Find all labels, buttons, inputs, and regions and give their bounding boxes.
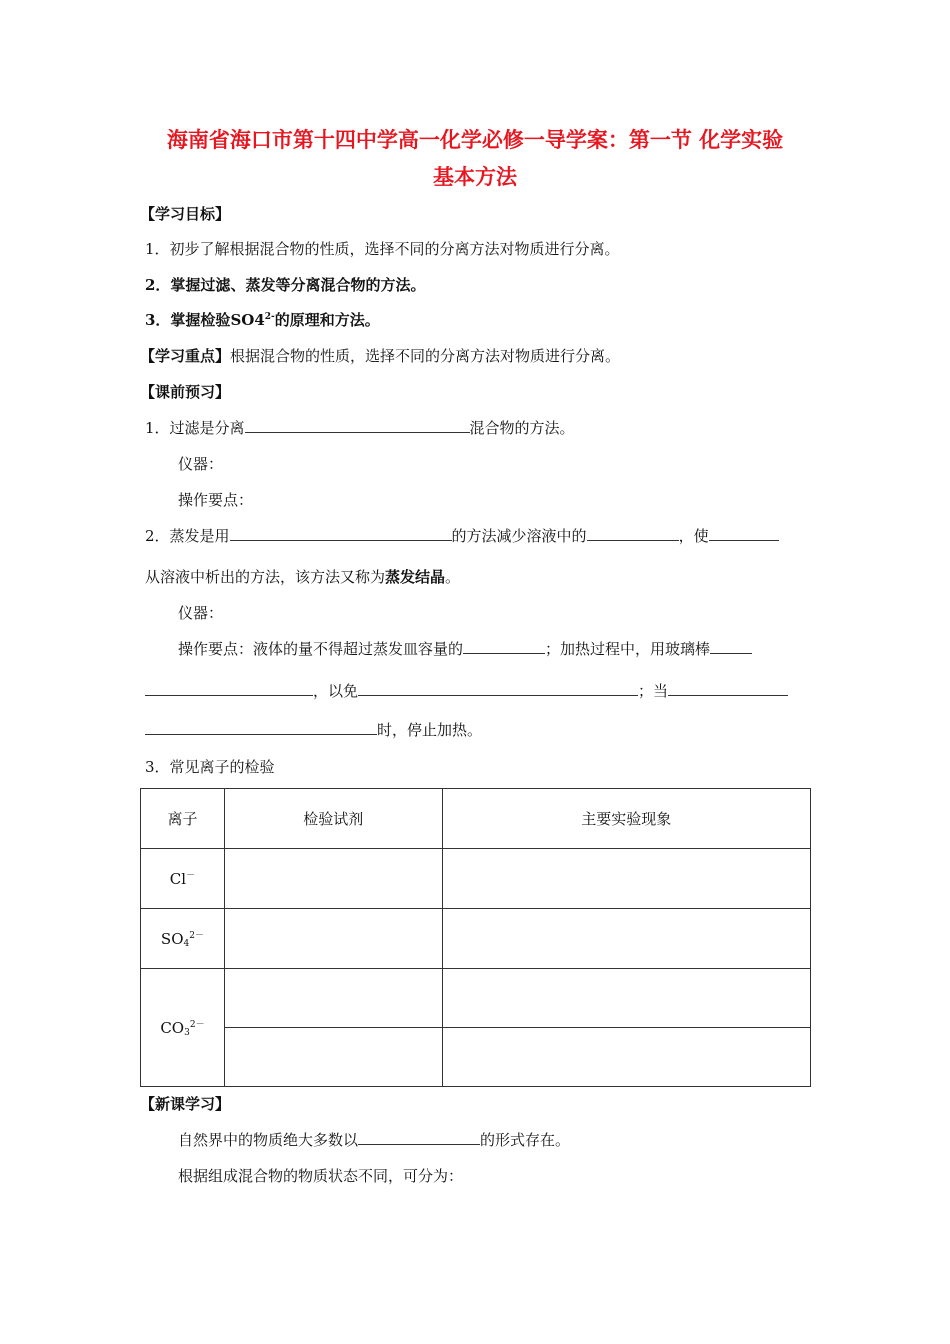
- q2-operation-line1: [178, 638, 752, 659]
- q2-text-mid2: ，使: [678, 527, 709, 545]
- ion-subscript: 3: [184, 1027, 190, 1038]
- goal-item-1: 1．初步了解根据混合物的性质，选择不同的分离方法对物质进行分离。: [145, 240, 620, 258]
- table-header-phenomenon: 主要实验现象: [442, 789, 810, 849]
- focus-line: [140, 345, 620, 366]
- phenomenon-cell: [442, 969, 810, 1028]
- op-blank-2: [710, 639, 752, 654]
- reagent-cell: [224, 969, 442, 1028]
- q2-operation-line3: [145, 719, 482, 740]
- new-lesson-text: 自然界中的物质绝大多数以: [178, 1131, 359, 1149]
- ion-charge: 2－: [189, 930, 204, 941]
- goal-item-3: [145, 309, 380, 330]
- q2-line2: [145, 566, 460, 587]
- table-row: [141, 909, 811, 969]
- ion-symbol: Cl: [169, 869, 187, 888]
- q2-text: 2．蒸发是用: [145, 527, 230, 545]
- goal-item-3-text-end: 的原理和方法。: [274, 311, 380, 329]
- ion-subscript: 4: [183, 938, 190, 949]
- op-line2-text-mid: ；当: [638, 682, 669, 700]
- new-lesson-heading: 【新课学习】: [140, 1095, 231, 1113]
- table-row: [141, 1028, 811, 1087]
- op-blank-4: [358, 681, 638, 696]
- phenomenon-cell: [442, 1028, 810, 1087]
- goals-heading: 【学习目标】: [140, 205, 231, 223]
- phenomenon-cell: [442, 849, 810, 909]
- preview-q2: [145, 525, 779, 546]
- goal-item-2: 2．掌握过滤、蒸发等分离混合物的方法。: [145, 276, 426, 294]
- ion-cell-so4: [141, 909, 225, 969]
- preview-heading: 【课前预习】: [140, 383, 231, 401]
- table-row: [141, 849, 811, 909]
- q2-operation-line2: [145, 680, 788, 701]
- op-blank-5: [668, 681, 788, 696]
- focus-label: 【学习重点】: [140, 347, 231, 365]
- q2-operation-text: 操作要点：液体的量不得超过蒸发皿容量的: [178, 640, 464, 658]
- table-header-row: [141, 789, 811, 849]
- ion-symbol: CO: [160, 1018, 185, 1037]
- table-header-reagent: 检验试剂: [224, 789, 442, 849]
- page-title-line2: 基本方法: [433, 165, 517, 189]
- op-blank-1: [463, 639, 545, 654]
- q2-operation-text-mid: ；加热过程中，用玻璃棒: [545, 640, 711, 658]
- ion-cell-cl: [141, 849, 225, 909]
- page-title-line1: 海南省海口市第十四中学高一化学必修一导学案：第一节 化学实验: [166, 128, 784, 152]
- reagent-cell: [224, 849, 442, 909]
- q2-blank-1: [230, 526, 452, 541]
- preview-q3: 3．常见离子的检验: [145, 758, 275, 776]
- goal-item-3-text: 3．掌握检验SO4: [145, 311, 265, 329]
- ion-cell-co3: [141, 969, 225, 1087]
- op-line3-text: 时，停止加热。: [377, 721, 483, 739]
- q2-blank-3: [709, 526, 779, 541]
- preview-q1: [145, 417, 575, 438]
- table-header-ion: 离子: [141, 789, 225, 849]
- table-row: [141, 969, 811, 1028]
- ion-symbol: SO: [160, 929, 184, 948]
- ion-charge: 2－: [189, 1019, 205, 1030]
- op-blank-3: [145, 681, 313, 696]
- ion-test-table: [140, 788, 811, 1087]
- op-line2-text: ，以免: [313, 682, 359, 700]
- q1-text-end: 混合物的方法。: [469, 419, 575, 437]
- q1-text: 1．过滤是分离: [145, 419, 245, 437]
- q2-line2-text: 从溶液中析出的方法，该方法又称为: [145, 568, 386, 586]
- focus-text: 根据混合物的性质，选择不同的分离方法对物质进行分离。: [230, 347, 621, 365]
- q2-line2-end: 。: [445, 568, 461, 586]
- new-lesson-line1: [178, 1129, 570, 1150]
- q2-blank-2: [587, 526, 679, 541]
- q1-operation-label: 操作要点：: [178, 491, 254, 509]
- goal-item-3-charge: 2-: [264, 312, 275, 322]
- ion-charge: －: [186, 870, 196, 881]
- q2-text-mid: 的方法减少溶液中的: [451, 527, 587, 545]
- op-blank-6: [145, 720, 377, 735]
- new-lesson-blank: [358, 1130, 480, 1145]
- q1-instrument-label: 仪器：: [178, 455, 224, 473]
- q1-blank: [245, 418, 470, 433]
- q2-instrument-label: 仪器：: [178, 604, 224, 622]
- reagent-cell: [224, 909, 442, 969]
- new-lesson-text-end: 的形式存在。: [480, 1131, 571, 1149]
- q2-term: 蒸发结晶: [385, 568, 446, 586]
- reagent-cell: [224, 1028, 442, 1087]
- phenomenon-cell: [442, 909, 810, 969]
- new-lesson-line2: 根据组成混合物的物质状态不同，可分为：: [178, 1167, 464, 1185]
